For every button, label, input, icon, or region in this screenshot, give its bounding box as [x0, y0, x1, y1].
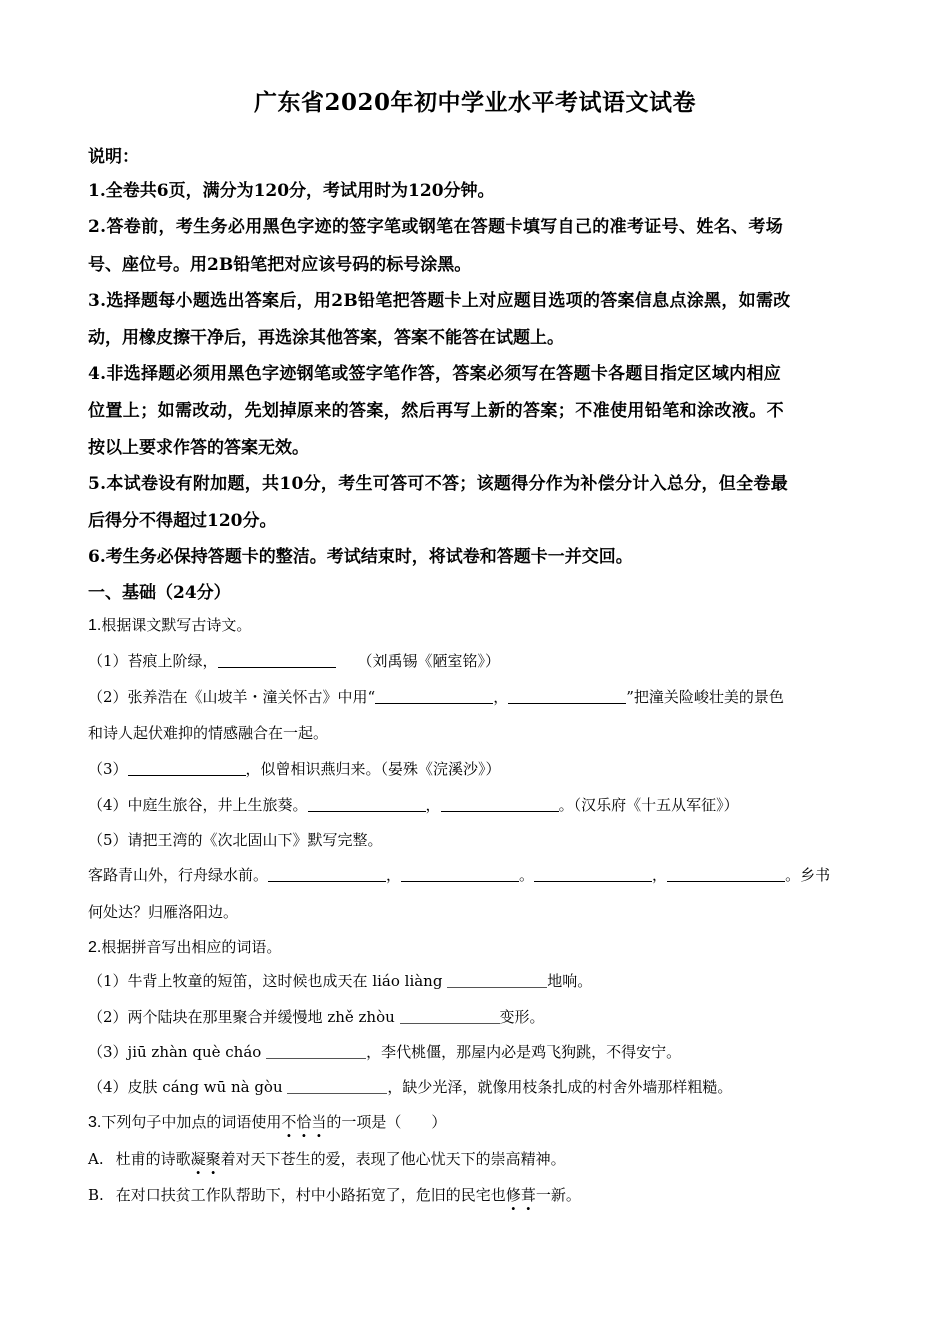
punctuation: ， [386, 866, 402, 884]
instruction-line: 号、座位号。用2B铅笔把对应该号码的标号涂黑。 [88, 255, 472, 275]
option-text: 杜甫的诗歌 [115, 1150, 191, 1168]
option-label: A. [88, 1150, 104, 1168]
item-text: 变形。 [499, 1008, 545, 1026]
question-3-stem [88, 1111, 446, 1132]
answer-blank[interactable] [401, 864, 519, 882]
instruction-line: 6.考生务必保持答题卡的整洁。考试结束时，将试卷和答题卡一并交回。 [88, 547, 633, 567]
q1-item-3 [88, 758, 501, 779]
item-text: （2）张养浩在《山坡羊・潼关怀古》中用“ [88, 688, 376, 706]
q1-item-1 [88, 650, 500, 671]
item-text: （1）牛背上牧童的短笛，这时候也成天在 liáo liàng [88, 972, 448, 990]
punctuation: ， [652, 866, 668, 884]
question-number: 1. [88, 617, 102, 634]
question-text: 的一项是（ ） [326, 1113, 447, 1131]
question-1-stem [88, 614, 251, 635]
question-2-stem [88, 936, 281, 957]
instruction-line: 动，用橡皮擦干净后，再选涂其他答案，答案不能答在试题上。 [88, 328, 564, 348]
item-text: 。乡书 [785, 866, 831, 884]
answer-blank[interactable] [400, 1007, 500, 1024]
q1-item-2-cont: 和诗人起伏难抑的情感融合在一起。 [88, 724, 329, 742]
item-text: 地响。 [547, 972, 593, 990]
option-text: 一新。 [535, 1186, 581, 1204]
answer-blank[interactable] [287, 1077, 387, 1094]
emphasis-char: 不 [281, 1113, 297, 1131]
answer-blank[interactable] [268, 864, 386, 882]
item-text: （3） [88, 760, 128, 778]
question-text: 根据课文默写古诗文。 [101, 616, 252, 634]
instruction-line: 位置上；如需改动，先划掉原来的答案，然后再写上新的答案；不准使用铅笔和涂改液。不 [88, 401, 784, 421]
emphasis-char: 葺 [520, 1186, 536, 1204]
q1-item-5: （5）请把王湾的《次北固山下》默写完整。 [88, 831, 383, 849]
punctuation: ， [425, 796, 441, 814]
answer-blank[interactable] [508, 686, 626, 704]
page-title: 广东省2020年初中学业水平考试语文试卷 [253, 89, 696, 116]
item-text: （4）皮肤 cáng wū nà gòu [88, 1078, 288, 1096]
emphasis-char: 修 [505, 1186, 521, 1204]
answer-blank[interactable] [447, 971, 547, 988]
instruction-line: 1.全卷共6页，满分为120分，考试用时为120分钟。 [88, 181, 495, 201]
question-text: 下列句子中加点的词语使用 [101, 1113, 282, 1131]
q1-item-5-poem-cont: 何处达？归雁洛阳边。 [88, 903, 239, 921]
option-label: B. [88, 1186, 104, 1204]
item-text: （1）苔痕上阶绿， [88, 652, 218, 670]
q1-item-5-poem [88, 864, 830, 885]
question-number: 3. [88, 1114, 102, 1131]
instructions-heading: 说明： [88, 147, 139, 167]
item-text: ，似曾相识燕归来。（晏殊《浣溪沙》） [245, 760, 501, 778]
q2-item-4 [88, 1076, 732, 1097]
q2-item-3 [88, 1041, 681, 1062]
emphasis-char: 恰 [296, 1113, 312, 1131]
answer-blank[interactable] [266, 1042, 366, 1059]
emphasis-char: 聚 [205, 1150, 221, 1168]
instruction-line: 按以上要求作答的答案无效。 [88, 438, 309, 458]
answer-blank[interactable] [534, 864, 652, 882]
punctuation: ， [493, 688, 509, 706]
answer-blank[interactable] [667, 864, 785, 882]
item-text: ，李代桃僵，那屋内必是鸡飞狗跳，不得安宁。 [366, 1043, 682, 1061]
item-text: ，缺少光泽，就像用枝条扎成的村舍外墙那样粗糙。 [387, 1078, 733, 1096]
answer-blank[interactable] [218, 650, 336, 668]
instruction-line: 后得分不得超过120分。 [88, 511, 277, 531]
q1-item-4 [88, 794, 739, 815]
q2-item-1 [88, 970, 592, 991]
item-text: 客路青山外，行舟绿水前。 [88, 866, 269, 884]
question-text: 根据拼音写出相应的词语。 [101, 938, 282, 956]
answer-blank[interactable] [128, 758, 246, 776]
punctuation: 。 [519, 866, 535, 884]
option-text: 着对天下苍生的爱，表现了他心忧天下的崇高精神。 [220, 1150, 566, 1168]
answer-blank[interactable] [375, 686, 493, 704]
q3-option-b[interactable] [88, 1184, 581, 1205]
option-text: 在对口扶贫工作队帮助下，村中小路拓宽了，危旧的民宅也 [115, 1186, 506, 1204]
item-text: （2）两个陆块在那里聚合并缓慢地 zhě zhòu [88, 1008, 400, 1026]
emphasis-char: 当 [311, 1113, 327, 1131]
instruction-line: 3.选择题每小题选出答案后，用2B铅笔把答题卡上对应题目选项的答案信息点涂黑，如需改 [88, 291, 791, 311]
emphasis-char: 凝 [190, 1150, 206, 1168]
instruction-line: 5.本试卷设有附加题，共10分，考生可答可不答；该题得分作为补偿分计入总分，但全卷最 [88, 474, 789, 494]
q3-option-a[interactable] [88, 1148, 566, 1169]
section-heading: 一、基础（24分） [88, 583, 231, 603]
item-text: ”把潼关险峻壮美的景色 [626, 688, 784, 706]
item-text: 。（汉乐府《十五从军征》） [558, 796, 739, 814]
question-number: 2. [88, 939, 102, 956]
instruction-line: 2.答卷前，考生务必用黑色字迹的签字笔或钢笔在答题卡填写自己的准考证号、姓名、考场 [88, 217, 784, 237]
item-text: （3）jiū zhàn què cháo [88, 1043, 267, 1061]
answer-blank[interactable] [441, 794, 559, 812]
instruction-line: 4.非选择题必须用黑色字迹钢笔或签字笔作答，答案必须写在答题卡各题目指定区域内相应 [88, 364, 782, 384]
answer-blank[interactable] [308, 794, 426, 812]
item-source: （刘禹锡《陋室铭》） [357, 652, 501, 670]
q1-item-2 [88, 686, 784, 707]
item-text: （4）中庭生旅谷，井上生旅葵。 [88, 796, 308, 814]
q2-item-2 [88, 1006, 545, 1027]
